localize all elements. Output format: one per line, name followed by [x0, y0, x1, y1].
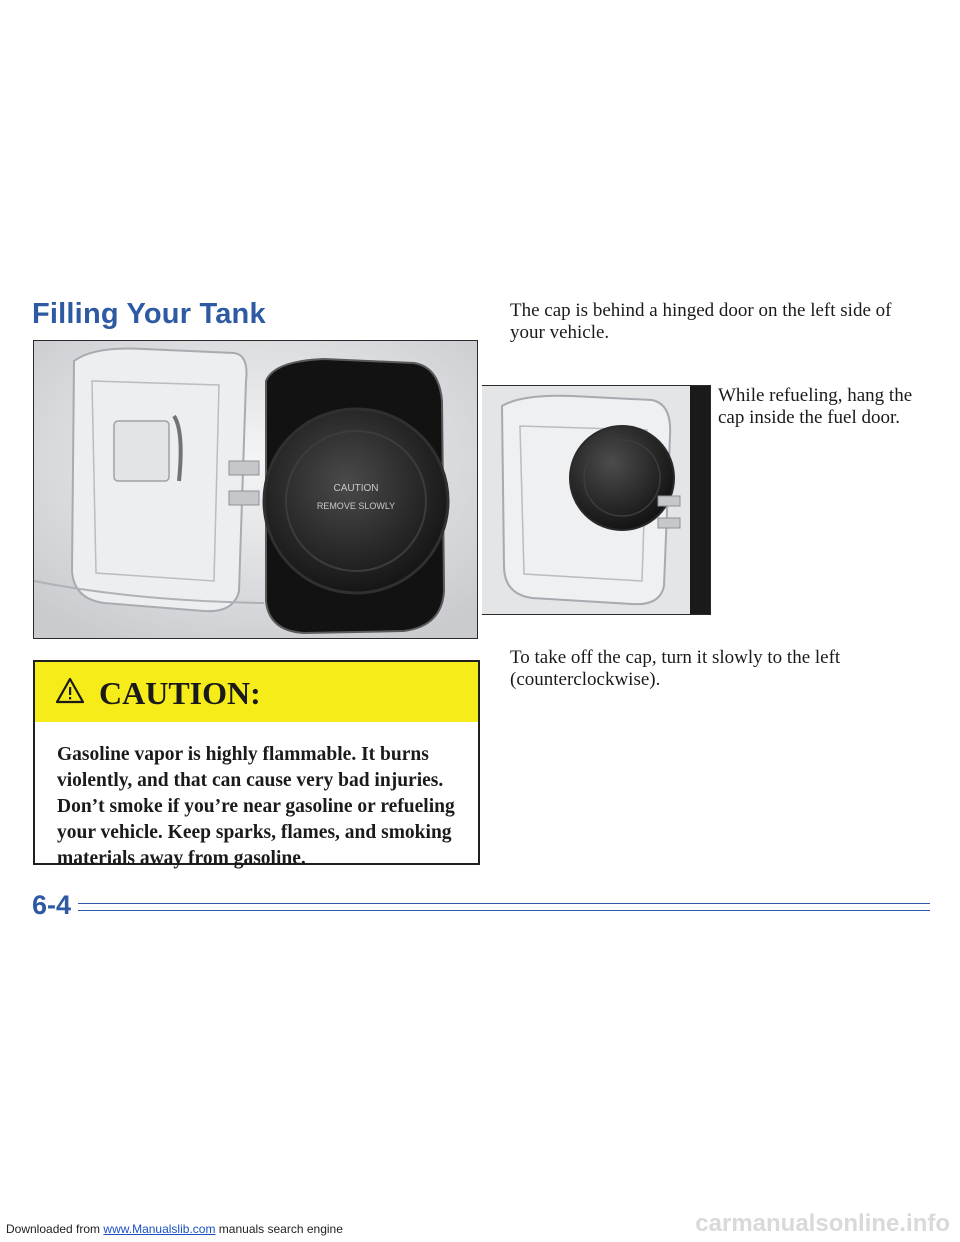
footer-rule-bottom [78, 910, 930, 911]
cap-caution-label: CAUTION [333, 483, 379, 494]
watermark: carmanualsonline.info [695, 1210, 950, 1237]
caution-text: Gasoline vapor is highly flammable. It burns violently, and that can cause very bad injuries. Don’t smoke if you’re near gasoline or refueling your vehicle. Keep sparks, flames, and smoking materials away from gasoline. [57, 744, 455, 869]
cap-hanging-photo [482, 385, 711, 615]
section-heading: Filling Your Tank [32, 298, 266, 330]
warning-triangle-icon [55, 675, 85, 712]
fuel-door-location-text: The cap is behind a hinged door on the left side of your vehicle. [510, 300, 892, 343]
cap-remove-label: REMOVE SLOWLY [316, 501, 396, 511]
page-number: 6-4 [32, 890, 72, 920]
remove-cap-text: To take off the cap, turn it slowly to the left (counterclockwise). [510, 647, 841, 690]
manualslib-link[interactable]: www.Manualslib.com [103, 1222, 216, 1236]
footer-rule-top [78, 903, 930, 904]
hang-cap-text: While refueling, hang the cap inside the fuel door. [718, 385, 913, 428]
download-credit [6, 1222, 343, 1236]
download-prefix: Downloaded from [6, 1222, 101, 1236]
caution-box [33, 660, 480, 869]
download-suffix: manuals search engine [218, 1222, 343, 1236]
caution-title: CAUTION: [99, 675, 261, 711]
fuel-door-photo [33, 340, 478, 639]
caution-heading [55, 675, 261, 712]
